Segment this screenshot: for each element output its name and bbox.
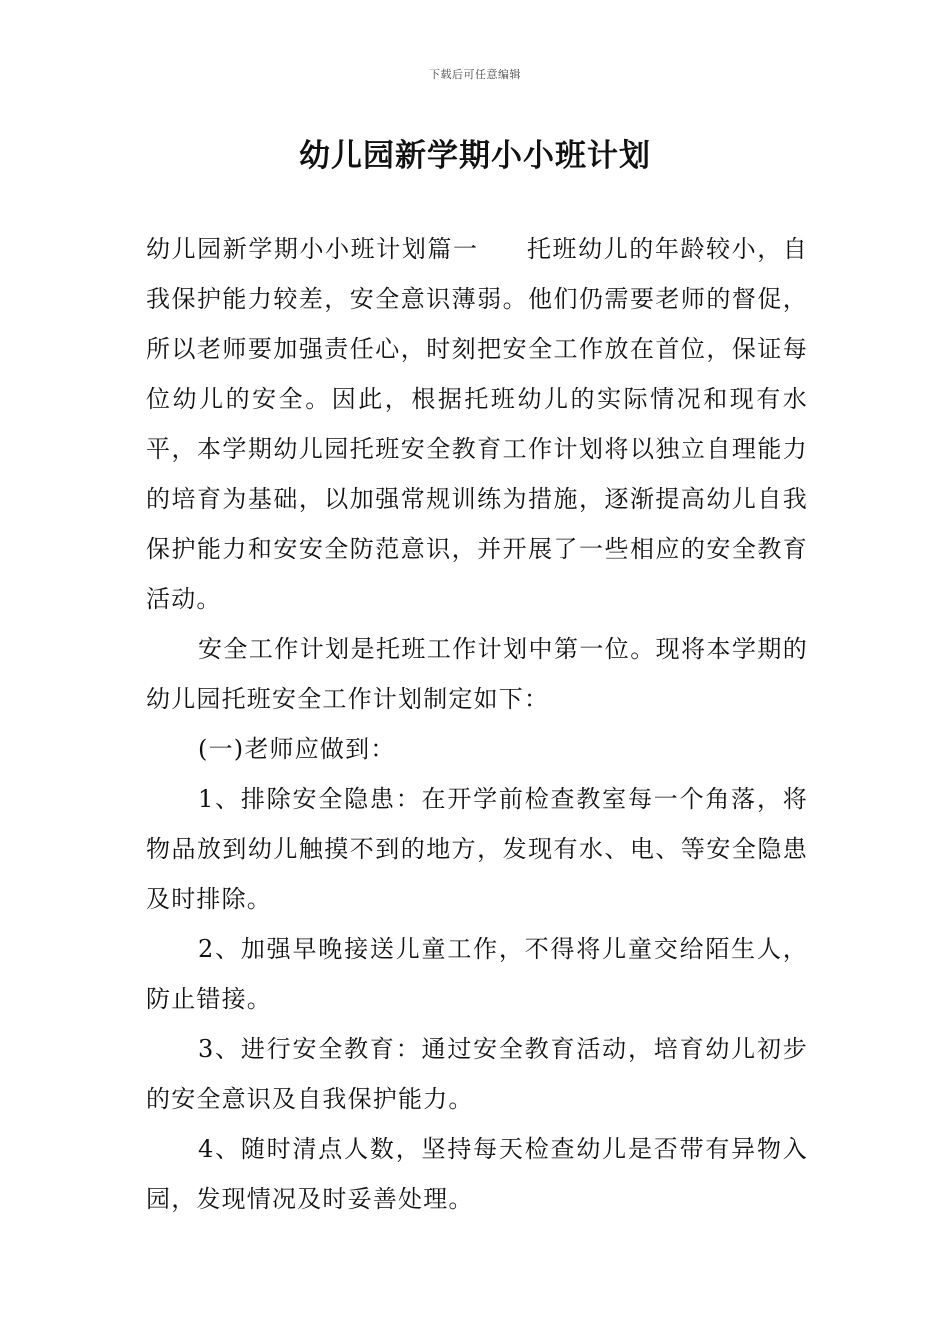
- header-note: 下载后可任意编辑: [429, 68, 521, 81]
- document-body: [146, 224, 808, 1224]
- paragraph-item-4: 4、随时清点人数，坚持每天检查幼儿是否带有异物入园，发现情况及时妥善处理。: [146, 1135, 808, 1213]
- paragraph-intro: [146, 224, 808, 624]
- paragraph-plan-overview: 安全工作计划是托班工作计划中第一位。现将本学期的幼儿园托班安全工作计划制定如下：: [146, 635, 808, 713]
- paragraph-item-3: 3、进行安全教育：通过安全教育活动，培育幼儿初步的安全意识及自我保护能力。: [146, 1035, 808, 1113]
- paragraph-teacher-duties-heading: (一)老师应做到：: [198, 735, 396, 763]
- section-heading: 幼儿园新学期小小班计划篇一: [146, 235, 479, 263]
- document-title: 幼儿园新学期小小班计划: [299, 138, 651, 174]
- paragraph-item-2: 2、加强早晚接送儿童工作，不得将儿童交给陌生人，防止错接。: [146, 935, 808, 1013]
- paragraph-item-1: 1、排除安全隐患：在开学前检查教室每一个角落，将物品放到幼儿触摸不到的地方，发现有水、电、等安全隐患及时排除。: [146, 785, 808, 913]
- intro-text: 托班幼儿的年龄较小，自我保护能力较差，安全意识薄弱。他们仍需要老师的督促，所以老师要加强责任心，时刻把安全工作放在首位，保证每位幼儿的安全。因此，根据托班幼儿的实际情况和现有水平，本学期幼儿园托班安全教育工作计划将以独立自理能力的培育为基础，以加强常规训练为措施，逐渐提高幼儿自我保护能力和安安全防范意识，并开展了一些相应的安全教育活动。: [146, 235, 808, 613]
